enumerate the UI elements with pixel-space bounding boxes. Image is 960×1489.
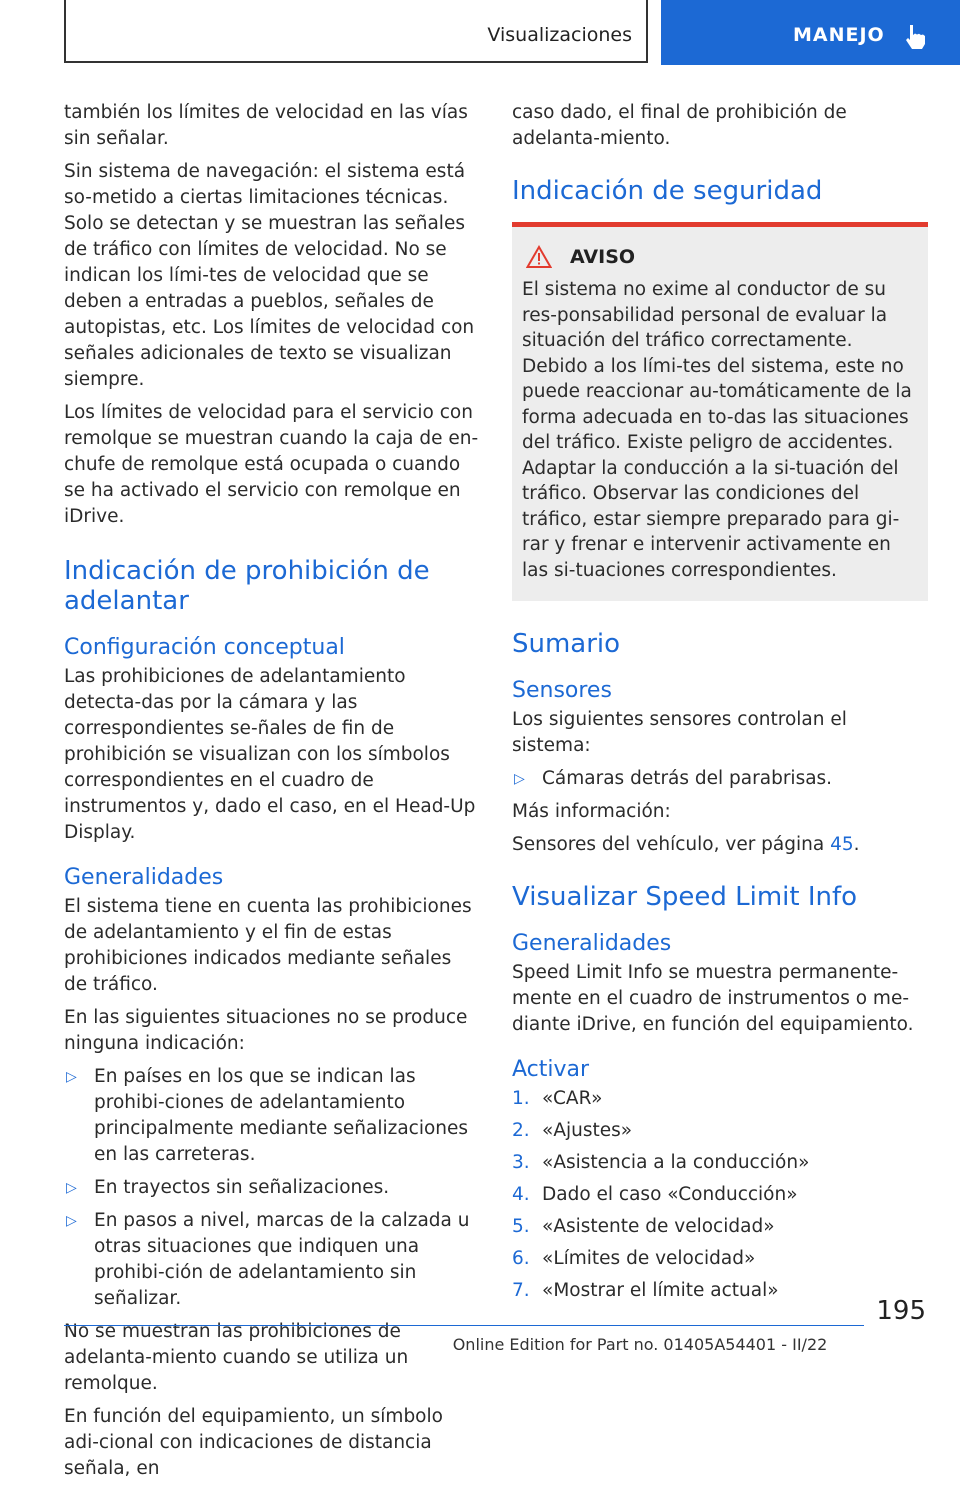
list-item-text: En pasos a nivel, marcas de la calzada u otras situaciones que indiquen una prohibi-ción de adelantamiento sin señalizar. [94,1210,470,1309]
bullet-triangle-icon: ▷ [66,1069,77,1085]
bullet-triangle-icon: ▷ [66,1213,77,1229]
list-item-text: Cámaras detrás del parabrisas. [542,768,833,789]
paragraph: En las siguientes situaciones no se produce ninguna indicación: [64,1007,468,1054]
step-item [512,1150,928,1176]
paragraph: El sistema tiene en cuenta las prohibiciones de adelantamiento y el fin de estas prohibiciones indicados mediante señales de tráfico. [64,896,472,995]
heading-seguridad: Indicación de seguridad [512,176,823,206]
heading-prohibicion: Indicación de prohibición de adelantar [64,556,430,616]
warning-header [522,245,920,269]
step-item [512,1278,928,1304]
link-prefix: Sensores del vehículo, ver página [512,834,825,855]
step-number: 6. [512,1248,530,1269]
heading-sumario: Sumario [512,629,621,659]
section-title: Visualizaciones [487,24,632,46]
paragraph: Los siguientes sensores controlan el sistema: [512,709,847,756]
heading-generalidades: Generalidades [512,931,672,956]
step-item [512,1182,928,1208]
heading-sensores: Sensores [512,678,612,703]
bullet-triangle-icon: ▷ [514,771,525,787]
footer-edition-text: Online Edition for Part no. 01405A54401 - II/22 [452,1335,828,1354]
list-item [64,1208,480,1312]
paragraph: En función del equipamiento, un símbolo adi-cional con indicaciones de distancia señala, en [64,1406,443,1479]
list-item [64,1175,480,1201]
link-suffix: . [853,834,860,855]
left-column [64,100,480,1489]
paragraph: Sin sistema de navegación: el sistema está so-metido a ciertas limitaciones técnicas. Solo se detectan y se muestran las señales de tráfico con límites de velocidad. No se indican los lími-tes de velocidad que se deben a entradas a pueblos, señales de autopistas, etc. Los límites de velocidad con señales adicionales de texto se visualizan siempre. [64,161,475,390]
step-number: 5. [512,1216,530,1237]
paragraph: Más información: [512,801,671,822]
warning-box [512,222,928,601]
step-item [512,1246,928,1272]
chapter-tab[interactable] [661,0,960,65]
page-link[interactable]: 45 [830,834,854,855]
step-item [512,1214,928,1240]
step-text: «Asistente de velocidad» [542,1216,775,1237]
paragraph: caso dado, el final de prohibición de adelanta-miento. [512,102,847,149]
warning-text: El sistema no exime al conductor de su res-ponsabilidad personal de evaluar la situación del tráfico correctamente. Debido a los lími-tes del sistema, este no puede reaccionar au-tomáticamente de la forma adecuada en to-das las situaciones del tráfico. Existe peligro de accidentes. Adaptar la conducción a la si-tuación del tráfico. Observar las condiciones del tráfico, estar siempre preparado para gi-rar y frenar e intervenir activamente en las si-tuaciones correspondientes. [522,279,912,581]
page-number: 195 [876,1296,926,1326]
paragraph: Los límites de velocidad para el servicio con remolque se muestran cuando la caja de en-chufe de remolque está ocupada o cuando se ha activado el servicio con remolque en iDrive. [64,402,479,527]
step-number: 7. [512,1280,530,1301]
paragraph: Speed Limit Info se muestra permanente-mente en el cuadro de instrumentos o me-diante iDrive, en función del equipamiento. [512,962,914,1035]
right-column [512,100,928,1310]
step-item [512,1118,928,1144]
paragraph-with-link [512,832,928,858]
step-text: «CAR» [542,1088,603,1109]
list-item [64,1064,480,1168]
step-number: 3. [512,1152,530,1173]
step-number: 2. [512,1120,530,1141]
step-number: 4. [512,1184,530,1205]
step-text: «Asistencia a la conducción» [542,1152,810,1173]
list-item [512,766,928,792]
footer-divider [64,1325,864,1326]
hand-pointer-icon [901,22,931,52]
chapter-tab-label: MANEJO [793,24,885,46]
heading-activar: Activar [512,1057,590,1082]
warning-triangle-icon [526,245,552,269]
paragraph: No se muestran las prohibiciones de adelanta-miento cuando se utiliza un remolque. [64,1321,409,1394]
heading-visualizar: Visualizar Speed Limit Info [512,882,858,912]
paragraph: Las prohibiciones de adelantamiento detecta-das por la cámara y las correspondientes se-ñales de fin de prohibición se visualizan con los símbolos correspondientes en el cuadro de instrumentos y, dado el caso, en el Head-Up Display. [64,666,476,843]
step-text: «Límites de velocidad» [542,1248,756,1269]
bullet-triangle-icon: ▷ [66,1180,77,1196]
list-item-text: En países en los que se indican las prohibi-ciones de adelantamiento principalmente mediante señalizaciones en las carreteras. [94,1066,469,1165]
paragraph: también los límites de velocidad en las vías sin señalar. [64,102,468,149]
step-item [512,1086,928,1112]
footer-edition [0,1335,960,1354]
step-text: «Mostrar el límite actual» [542,1280,779,1301]
heading-generalidades: Generalidades [64,865,224,890]
list-item-text: En trayectos sin señalizaciones. [94,1177,390,1198]
heading-configuracion: Configuración conceptual [64,635,345,660]
step-text: Dado el caso «Conducción» [542,1184,798,1205]
step-text: «Ajustes» [542,1120,633,1141]
warning-title: AVISO [570,246,636,268]
header-section-box [64,0,648,63]
step-number: 1. [512,1088,530,1109]
